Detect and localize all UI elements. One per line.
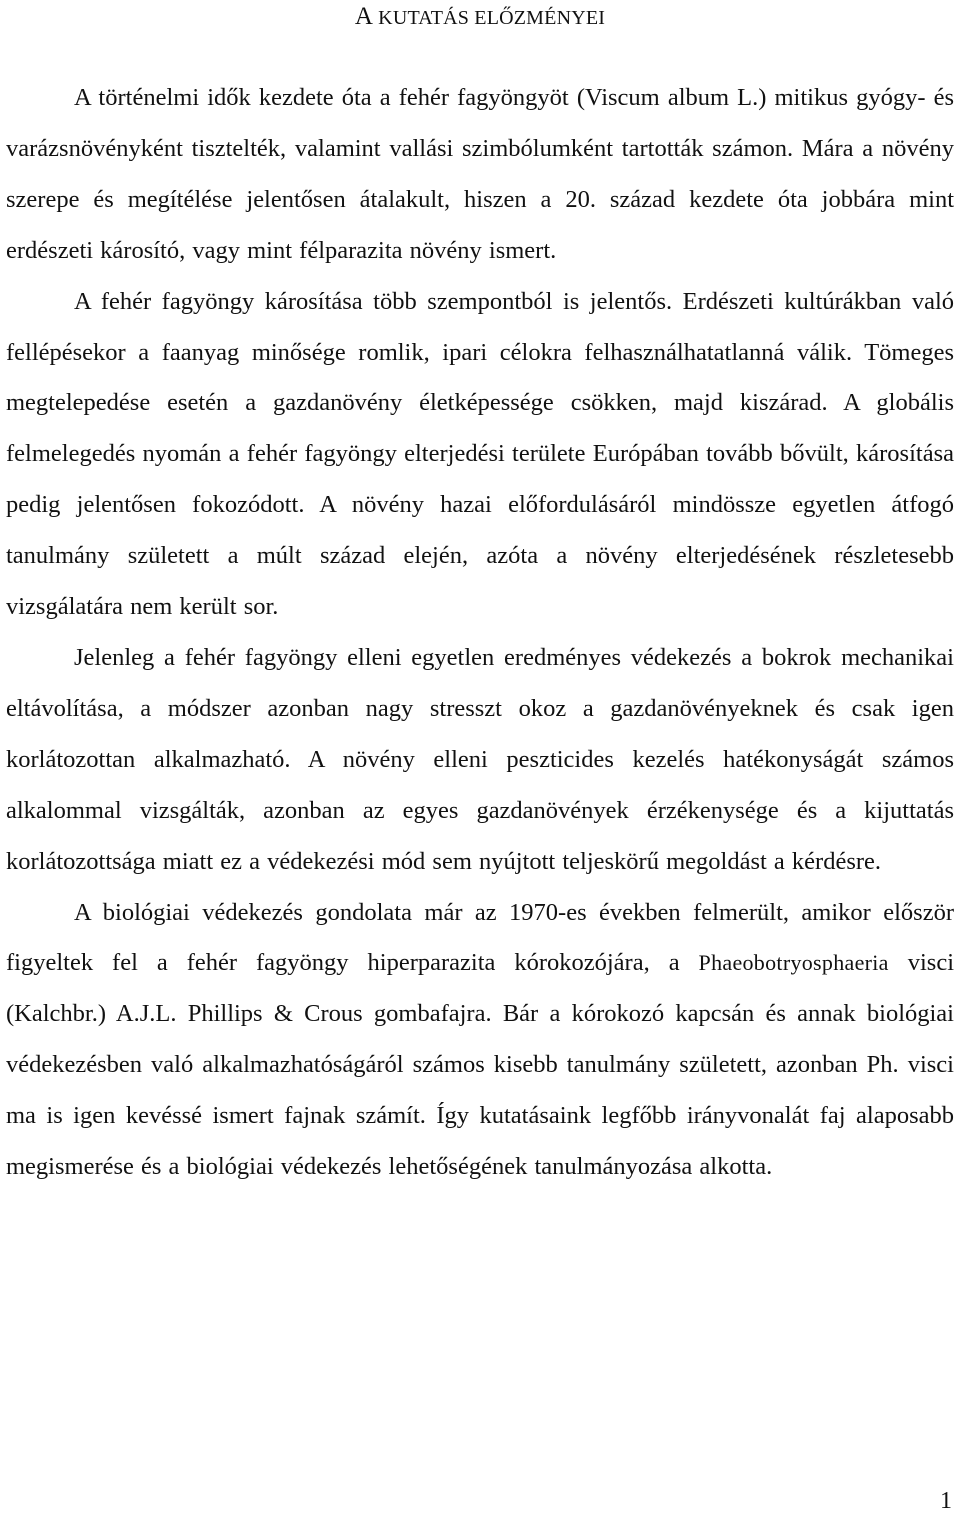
heading-initial: A xyxy=(354,3,372,30)
paragraph-history: A történelmi idők kezdete óta a fehér fagyöngyöt (Viscum album L.) mitikus gyógy- és varázsnövényként tisztelték, valamint vallási szimbólumként tartották számon. Mára a növény szerepe és megítélése jelentősen átalakult, hiszen a 20. század kezdete óta jobbára mint erdészeti károsító, vagy mint félparazita növény ismert. xyxy=(6,84,954,264)
paragraph-protection: Jelenleg a fehér fagyöngy elleni egyetlen eredményes védekezés a bokrok mechanikai eltávolítása, a módszer azonban nagy stresszt okoz a gazdanövényeknek és csak igen korlátozottan alkalmazható. A növény elleni peszticides kezelés hatékonyságát számos alkalommal vizsgálták, azonban az egyes gazdanövények érzékenysége és a kijuttatás korlátozottsága miatt ez a védekezési mód sem nyújtott teljeskörű megoldást a kérdésre. xyxy=(6,643,954,875)
paragraph-text-after-species: visci (Kalchbr.) A.J.L. Phillips & Crous gombafajra. Bár a kórokozó kapcsán és annak biológiai védekezésben való alkalmazhatóságáról számos kisebb tanulmány született, azonban Ph. visci ma is igen kevéssé ismert fajnak számít. Így kutatásaink legfőbb irányvonalát faj alaposabb megismerése és a biológiai védekezés lehetőségének tanulmányozása alkotta. xyxy=(6,949,954,1181)
heading-rest: KUTATÁS ELŐZMÉNYEI xyxy=(378,7,606,29)
paragraph-biological-control xyxy=(6,888,954,1193)
body-text xyxy=(6,73,954,1193)
species-name: Phaeobotryosphaeria xyxy=(698,950,889,976)
paragraph-damage: A fehér fagyöngy károsítása több szempontból is jelentős. Erdészeti kultúrákban való fellépésekor a faanyag minősége romlik, ipari célokra felhasználhatatlanná válik. Tömeges megtelepedése esetén a gazdanövény életképessége csökken, majd kiszárad. A globális felmelegedés nyomán a fehér fagyöngy elterjedési területe Európában tovább bővült, károsítása pedig jelentősen fokozódott. A növény hazai előfordulásáról mindössze egyetlen átfogó tanulmány született a múlt század elején, azóta a növény elterjedésének részletesebb vizsgálatára nem került sor. xyxy=(6,287,954,621)
paragraph-text-before-species: A biológiai védekezés gondolata már az 1970-es években felmerült, amikor először figyeltek fel a fehér fagyöngy hiperparazita kórokozójára, a xyxy=(6,898,954,977)
page-number: 1 xyxy=(940,1488,952,1514)
section-heading xyxy=(0,0,960,33)
